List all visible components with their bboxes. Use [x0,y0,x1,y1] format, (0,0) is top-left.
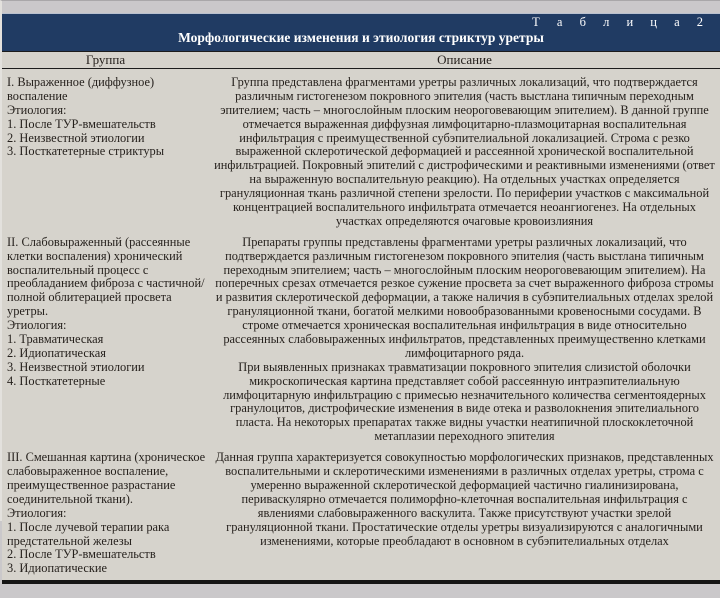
column-header-group: Группа [85,52,126,67]
group-1-etiology-item: 1. После ТУР-вмешательств [7,116,156,131]
column-header-description: Описание [437,52,492,67]
group-2-description-paragraph: Препараты группы представлены фрагментами уретры различных локализаций, что подтверждается различным гистогенезом покровного эпителия (часть выстлана типичным переходным эпителием; часть – многослойным плоским неороговевающим эпителием). На поперечных срезах отмечается резкое сужение просвета за счет выраженного фиброза стромы и развития склеротической деформации, а также наличия в субэпителиальных отделах зрелой грануляционной ткани, богатой мелкими новообразованными кровеносными сосудами. В строме отмечается хроническая воспалительная инфильтрация в виде относительно рассеянных слабовыраженных инфильтратов, представленных преимущественно клетками лимфоцитарного ряда. [215,234,714,360]
page-margin-bottom [2,584,720,598]
group-3-description-paragraph: Данная группа характеризуется совокупностью морфологических признаков, представленных воспалительными и склеротическими изменениями в различных отделах уретры, строма с умеренно выраженной склеротической деформацией частично гиалинизирована, периваскулярно отмечается полиморфно-клеточная воспалительная инфильтрация с явлениями слабовыраженного васкулита. Также присутствуют участки зрелой грануляционной ткани. Простатические отделы уретры визуализируются с аналогичными изменениями, которые преобладают в основном в субэпителиальных отделах [215,450,714,548]
group-1-heading: I. Выраженное (диффузное) воспаление [7,75,155,103]
group-2-description-paragraph: При выявленных признаках травматизации покровного эпителия слизистой оболочки микроскопическая картина представляет собой рассеянную интраэпителиальную лимфоцитарную инфильтрацию с примесью незначительного количества сегментоядерных гранулоцитов, дистрофические изменения в виде отека и разволокнения эпителиального пласта. На некоторых препаратах также видны участки неатипичной плоскоклеточной метаплазии переходного эпителия [223,359,706,444]
group-3-heading: III. Смешанная картина (хроническое слабовыраженное воспаление, преимущественное разрастание соединительной ткани). [7,450,206,506]
group-2-description-cell [209,236,720,444]
page-margin-top [2,1,720,13]
group-1-etiology-item: 2. Неизвестной этиологии [7,130,145,145]
group-2-cell [2,236,209,444]
table-body [2,51,720,584]
group-1-description-paragraph: Группа представлена фрагментами уретры различных локализаций, что подтверждается различным гистогенезом покровного эпителия (часть выстлана типичным переходным эпителием; часть – многослойным плоским неороговевающим эпителием). В данной группе отмечается выраженная диффузная лимфоцитарно-плазмоцитарная воспалительная инфильтрация с преимущественной субэпителиальной локализацией. Строма с резко выраженной склеротической деформацией и рассеянной хронической воспалительной инфильтрацией. Покровный эпителий с дистрофическими и реактивными изменениями (ответ на выраженную воспалительную реакцию). На отдельных участках определяется грануляционная ткань различной степени зрелости. По периферии участков с максимальной концентрацией воспалительного инфильтрата отмечается неоангиогенез. На отдельных участках определяются очаговые кровоизлияния [214,75,715,228]
table-row-group-1 [2,76,720,229]
group-2-etiology-item: 3. Неизвестной этиологии [7,359,145,374]
group-2-etiology-label: Этиология: [7,318,67,333]
table-title-band [2,13,720,51]
group-3-etiology-item: 2. После ТУР-вмешательств [7,547,156,562]
group-2-etiology-item: 1. Травматическая [7,332,104,347]
group-2-etiology-item: 2. Идиопатическая [7,345,106,360]
group-1-cell [2,76,209,229]
group-3-etiology-item: 1. После лучевой терапии рака предстательной железы [7,519,170,548]
table-row-group-2 [2,236,720,444]
group-3-etiology-item: 3. Идиопатические [7,561,108,576]
group-1-etiology-label: Этиология: [7,102,67,117]
group-3-description-cell [209,451,720,576]
table-header-row [2,51,720,69]
group-1-etiology-item: 3. Посткатетерные стриктуры [7,144,165,159]
table-number-label: Т а б л и ц а 2 [532,15,710,29]
group-3-etiology-label: Этиология: [7,505,67,520]
group-2-etiology-item: 4. Посткатетерные [7,373,106,388]
group-3-cell [2,451,209,576]
table-title: Морфологические изменения и этиология стриктур уретры [178,30,544,45]
group-2-heading: II. Слабовыраженный (рассеянные клетки воспаления) хронический воспалительный процесс с преобладанием фиброза с частичной/полной облитерацией просвета уретры. [7,234,205,319]
group-1-description-cell [209,76,720,229]
table-row-group-3 [2,451,720,576]
